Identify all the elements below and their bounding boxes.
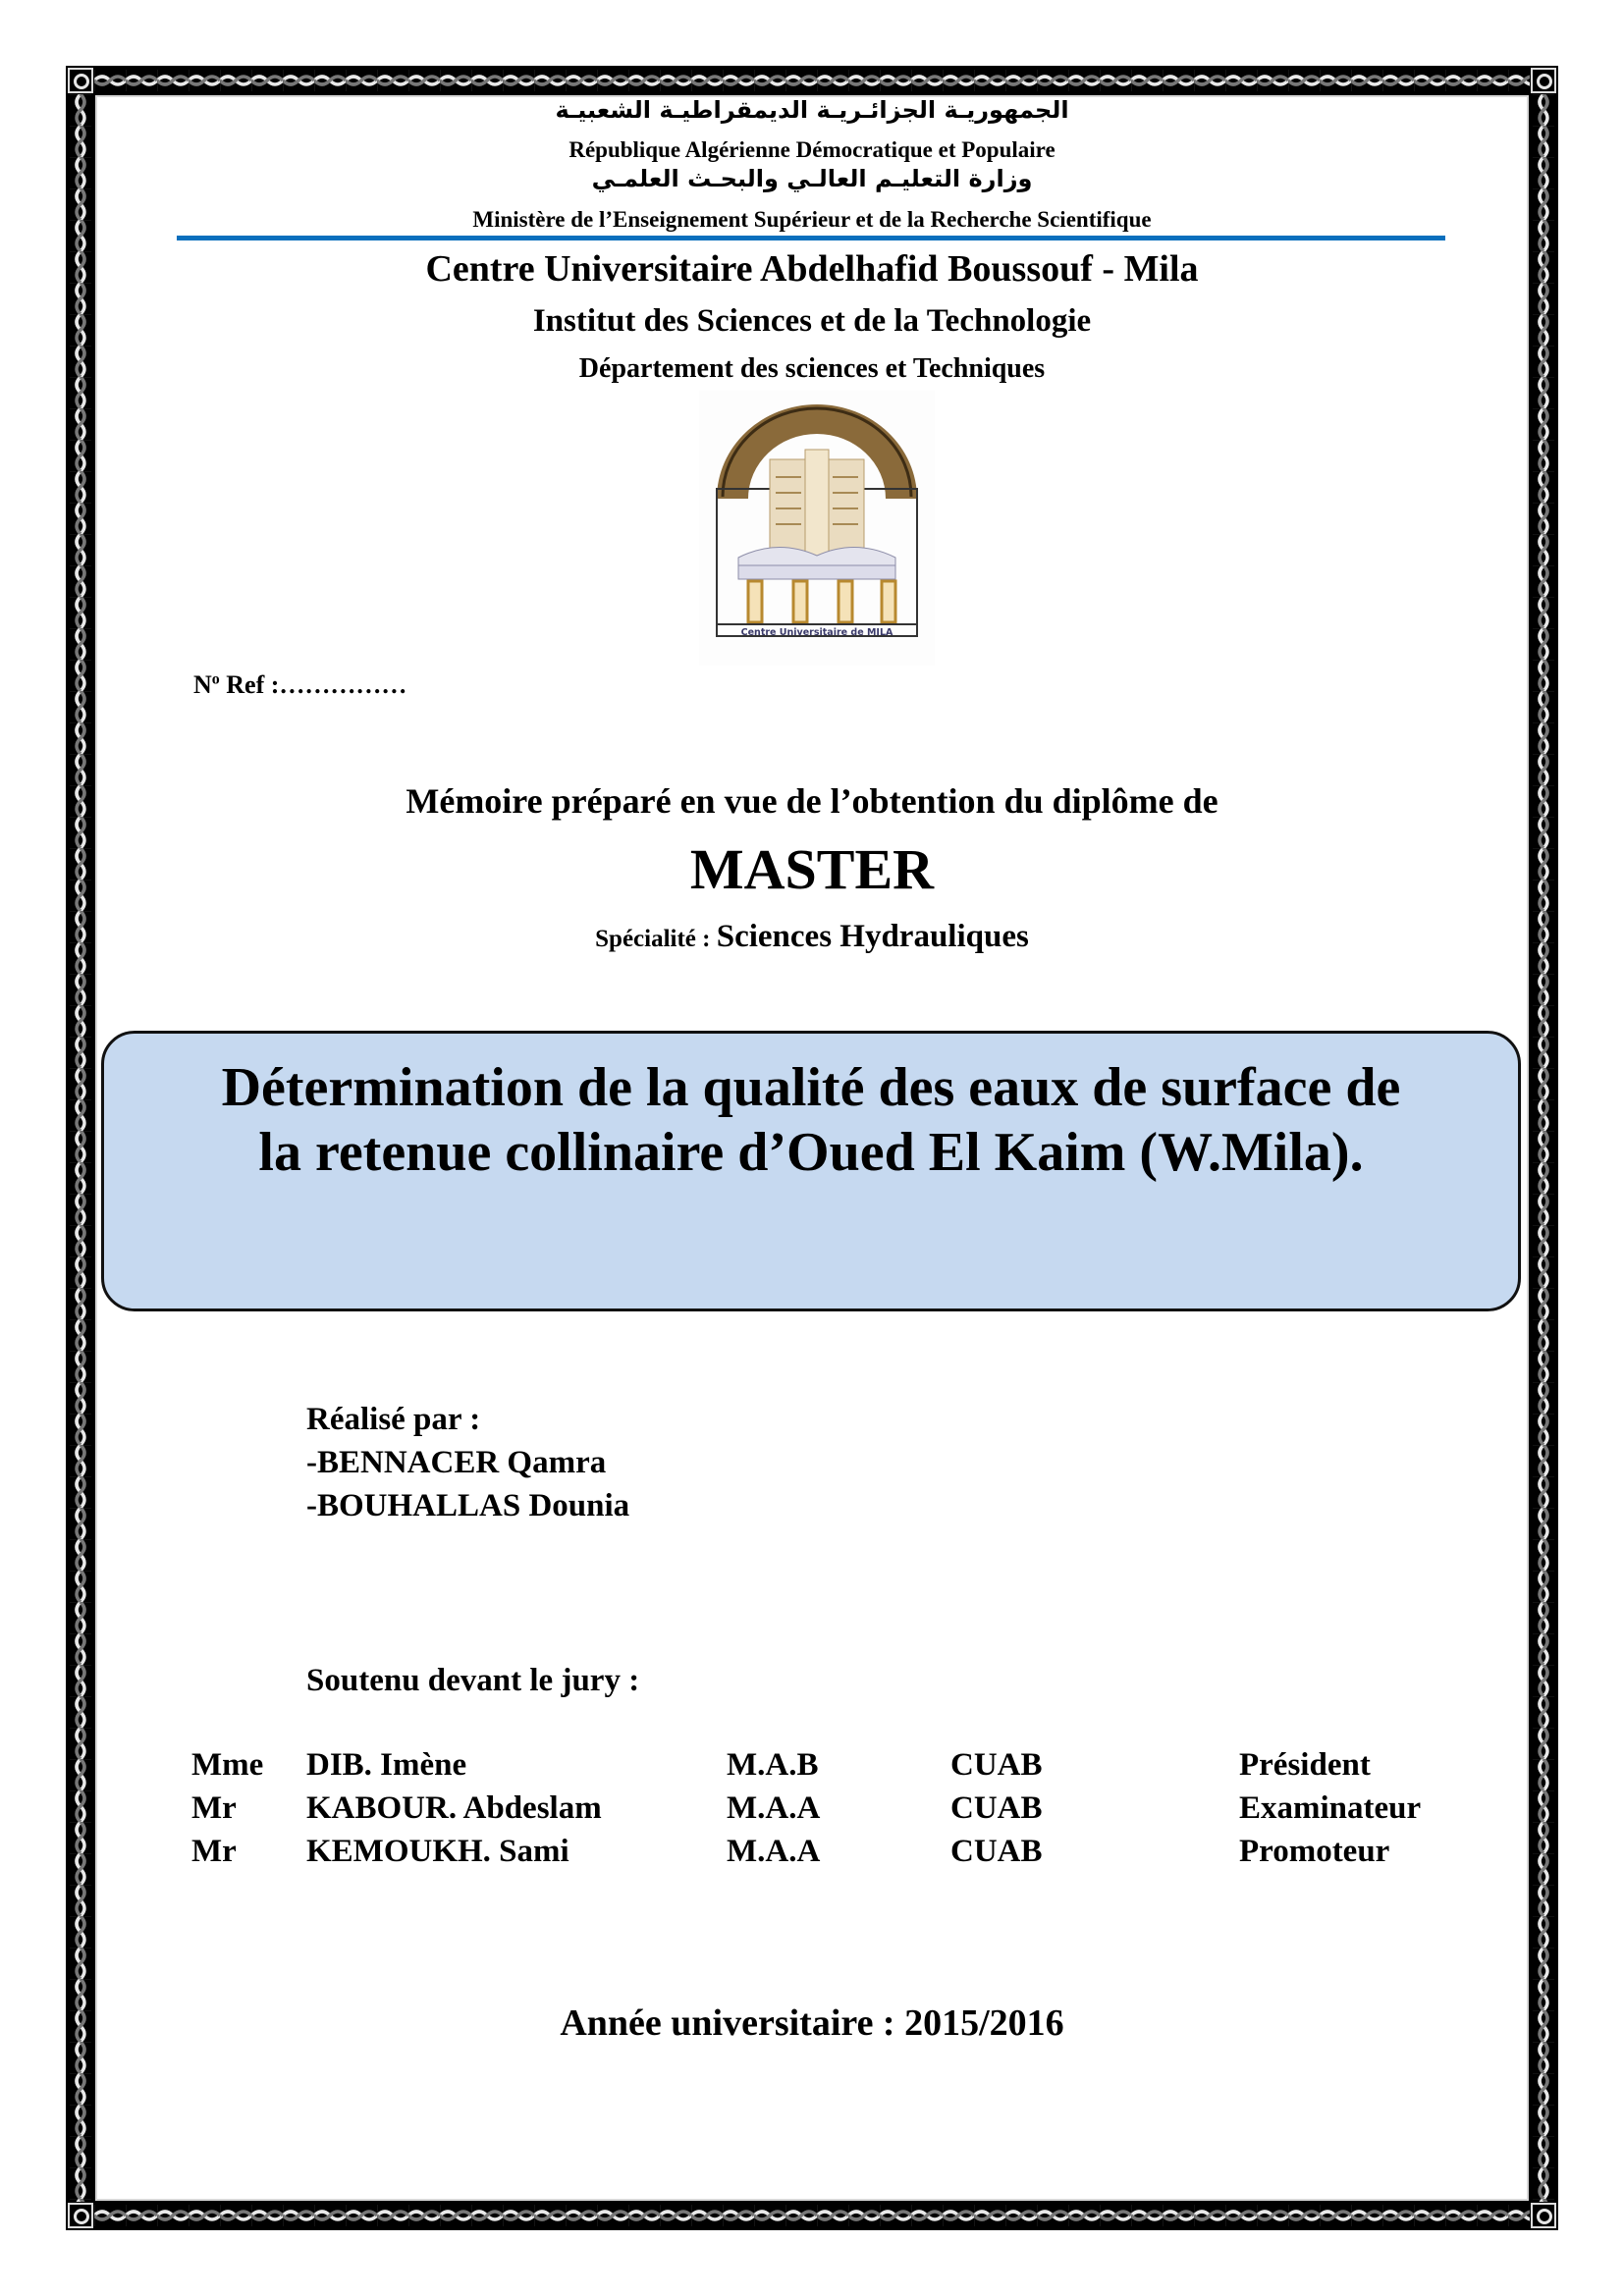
reference-number bbox=[193, 670, 406, 700]
reference-label: Ref : bbox=[219, 670, 280, 699]
rope-pattern-icon bbox=[1533, 94, 1554, 2202]
degree-intro: Mémoire préparé en vue de l’obtention du diplôme de bbox=[406, 781, 1218, 821]
speciality-value: Sciences Hydrauliques bbox=[716, 919, 1029, 954]
academic-year: Année universitaire : 2015/2016 bbox=[560, 2002, 1064, 2044]
republic-arabic: الجمهوريـة الجزائـريـة الديمقراطيـة الشعبيـة bbox=[555, 96, 1069, 124]
department-name: Département des sciences et Techniques bbox=[578, 353, 1046, 384]
jury-role: Examinateur bbox=[1239, 1790, 1422, 1826]
university-name: Centre Universitaire Abdelhafid Boussouf - Mila bbox=[425, 248, 1199, 290]
jury-title: Mr bbox=[191, 1790, 237, 1826]
republic-french: République Algérienne Démocratique et Populaire bbox=[568, 137, 1056, 162]
svg-text:Centre Universitaire de MILA: Centre Universitaire de MILA bbox=[740, 627, 893, 638]
jury-name: DIB. Imène bbox=[306, 1747, 467, 1783]
corner-ornament-icon bbox=[68, 2203, 93, 2228]
reference-label-n: N bbox=[193, 670, 212, 699]
jury-name: KEMOUKH. Sami bbox=[306, 1834, 569, 1869]
thesis-title bbox=[104, 1055, 1518, 1185]
corner-ornament-icon bbox=[1531, 2203, 1556, 2228]
jury-grade: M.A.B bbox=[727, 1747, 819, 1783]
jury-institution: CUAB bbox=[950, 1747, 1043, 1783]
jury-institution: CUAB bbox=[950, 1834, 1043, 1869]
author-name: -BOUHALLAS Dounia bbox=[306, 1488, 630, 1523]
ministry-french: Ministère de l’Enseignement Supérieur et de la Recherche Scientifique bbox=[472, 207, 1152, 232]
authors-label: Réalisé par : bbox=[306, 1402, 481, 1437]
jury-label: Soutenu devant le jury : bbox=[306, 1663, 640, 1698]
corner-ornament-icon bbox=[68, 68, 93, 93]
thesis-title-line-2: la retenue collinaire d’Oued El Kaim (W.Mila). bbox=[258, 1122, 1364, 1183]
thesis-title-box bbox=[101, 1031, 1521, 1311]
speciality-label: Spécialité : bbox=[595, 926, 717, 952]
jury-grade: M.A.A bbox=[727, 1790, 821, 1826]
header-divider bbox=[177, 236, 1445, 240]
jury-title: Mme bbox=[191, 1747, 264, 1783]
ministry-arabic: وزارة التعليـم العالـي والبحـث العلمـي bbox=[591, 165, 1033, 192]
reference-value: …………… bbox=[279, 670, 407, 699]
institute-name: Institut des Sciences et de la Technologie bbox=[532, 303, 1092, 339]
jury-institution: CUAB bbox=[950, 1790, 1043, 1826]
border-rope-bottom bbox=[94, 2205, 1530, 2226]
authors-block bbox=[306, 1398, 629, 1527]
jury-name: KABOUR. Abdeslam bbox=[306, 1790, 602, 1826]
degree-level: MASTER bbox=[689, 837, 935, 901]
rope-pattern-icon bbox=[94, 70, 1530, 91]
corner-ornament-icon bbox=[1531, 68, 1556, 93]
jury-row bbox=[0, 1834, 1624, 1877]
border-rope-right bbox=[1533, 94, 1554, 2202]
rope-pattern-icon bbox=[70, 94, 91, 2202]
thesis-title-line-1: Détermination de la qualité des eaux de surface de bbox=[221, 1057, 1401, 1118]
jury-title: Mr bbox=[191, 1834, 237, 1869]
reference-label-sup: o bbox=[211, 670, 220, 688]
border-rope-left bbox=[70, 94, 91, 2202]
border-rope-top bbox=[94, 70, 1530, 91]
university-logo bbox=[699, 391, 935, 666]
rope-pattern-icon bbox=[94, 2205, 1530, 2226]
jury-grade: M.A.A bbox=[727, 1834, 821, 1869]
author-name: -BENNACER Qamra bbox=[306, 1445, 607, 1480]
university-logo-icon bbox=[699, 391, 935, 666]
jury-role: Président bbox=[1239, 1747, 1371, 1783]
speciality bbox=[0, 919, 1624, 955]
jury-row bbox=[0, 1747, 1624, 1790]
jury-row bbox=[0, 1790, 1624, 1834]
jury-role: Promoteur bbox=[1239, 1834, 1390, 1869]
